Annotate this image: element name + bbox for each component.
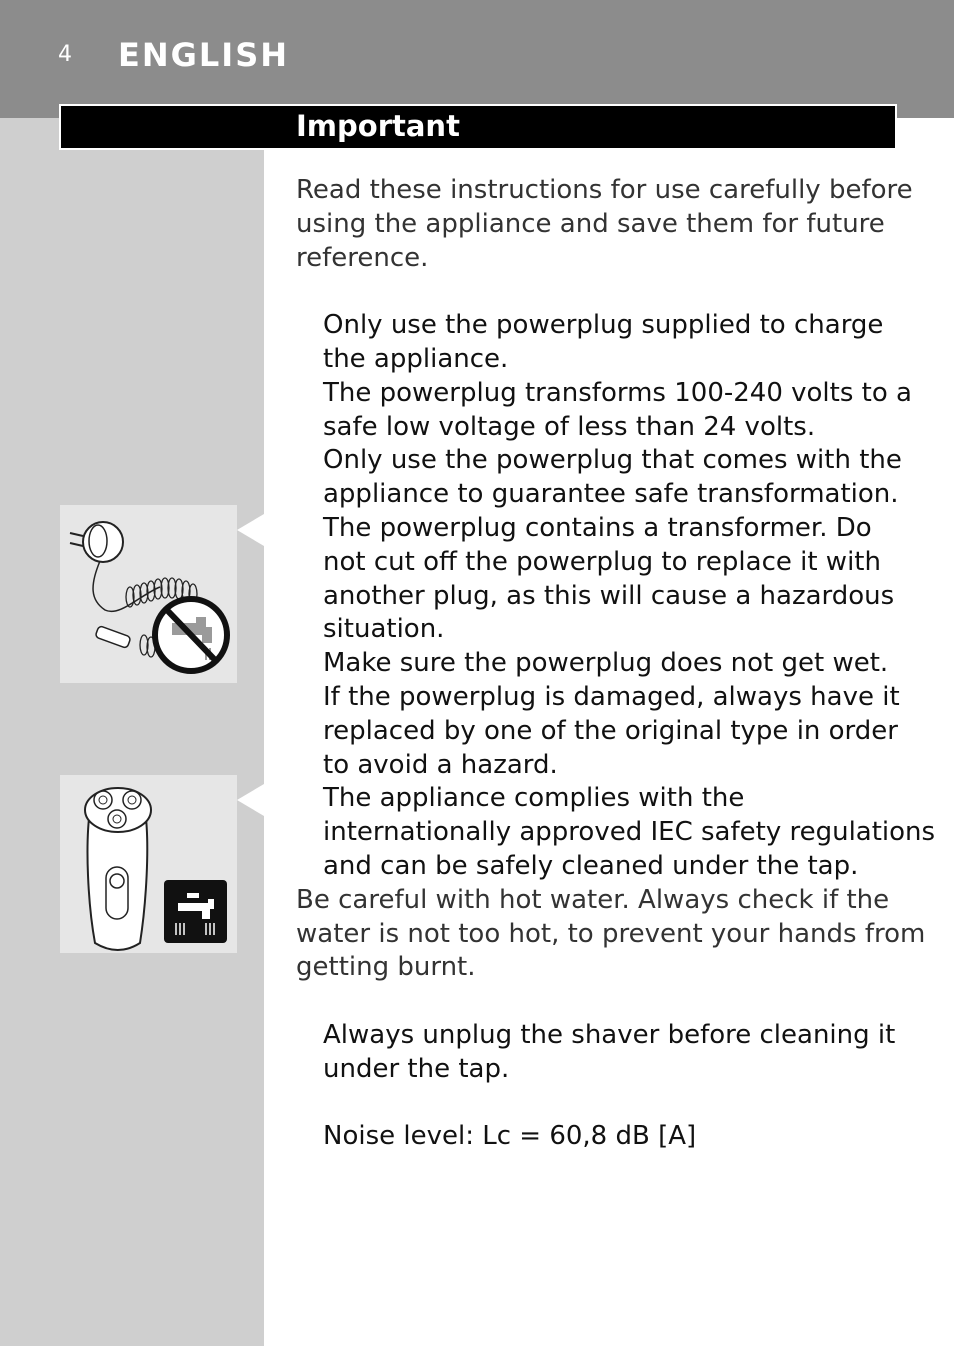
unplug-warning: Always unplug the shaver before cleaning it under the tap. — [323, 1019, 896, 1084]
powerplug-icon — [60, 505, 237, 683]
noise-level: Noise level: Lc = 60,8 dB [A] — [323, 1121, 697, 1152]
shaver-figure — [60, 775, 237, 953]
sidebar-column — [0, 118, 264, 1346]
language-heading: ENGLISH — [118, 36, 290, 74]
shaver-icon — [60, 775, 237, 953]
no-water-icon — [155, 599, 227, 671]
hot-water-paragraph: Be careful with hot water. Always check if the water is not too hot, to prevent your hands from getting burnt. — [296, 884, 926, 983]
instructions-text — [296, 174, 936, 1154]
powerplug-figure — [60, 505, 237, 683]
figure-pointer — [237, 784, 264, 816]
section-banner — [59, 104, 897, 150]
powerplug-warnings: Only use the powerplug supplied to charge the appliance. The powerplug transforms 100-240 volts to a safe low voltage of less than 24 volts. Only use the powerplug that comes with the appliance to guarantee safe transformation. The powerplug contains a transformer. Do not cut off the powerplug to replace it with another plug, as this will cause a hazardous situation. Make sure the powerplug does not get wet. If the powerplug is damaged, always have it replaced by one of the original type in order to avoid a hazard. The appliance complies with the internationally approved IEC safety regulations and can be safely cleaned under the tap. — [323, 310, 936, 881]
header-bar — [0, 0, 954, 118]
page-number: 4 — [58, 42, 72, 67]
intro-paragraph: Read these instructions for use carefully before using the appliance and save them for future reference. — [296, 175, 913, 273]
tap-icon — [164, 880, 227, 943]
figure-pointer — [237, 514, 264, 546]
section-title: Important — [296, 109, 460, 143]
